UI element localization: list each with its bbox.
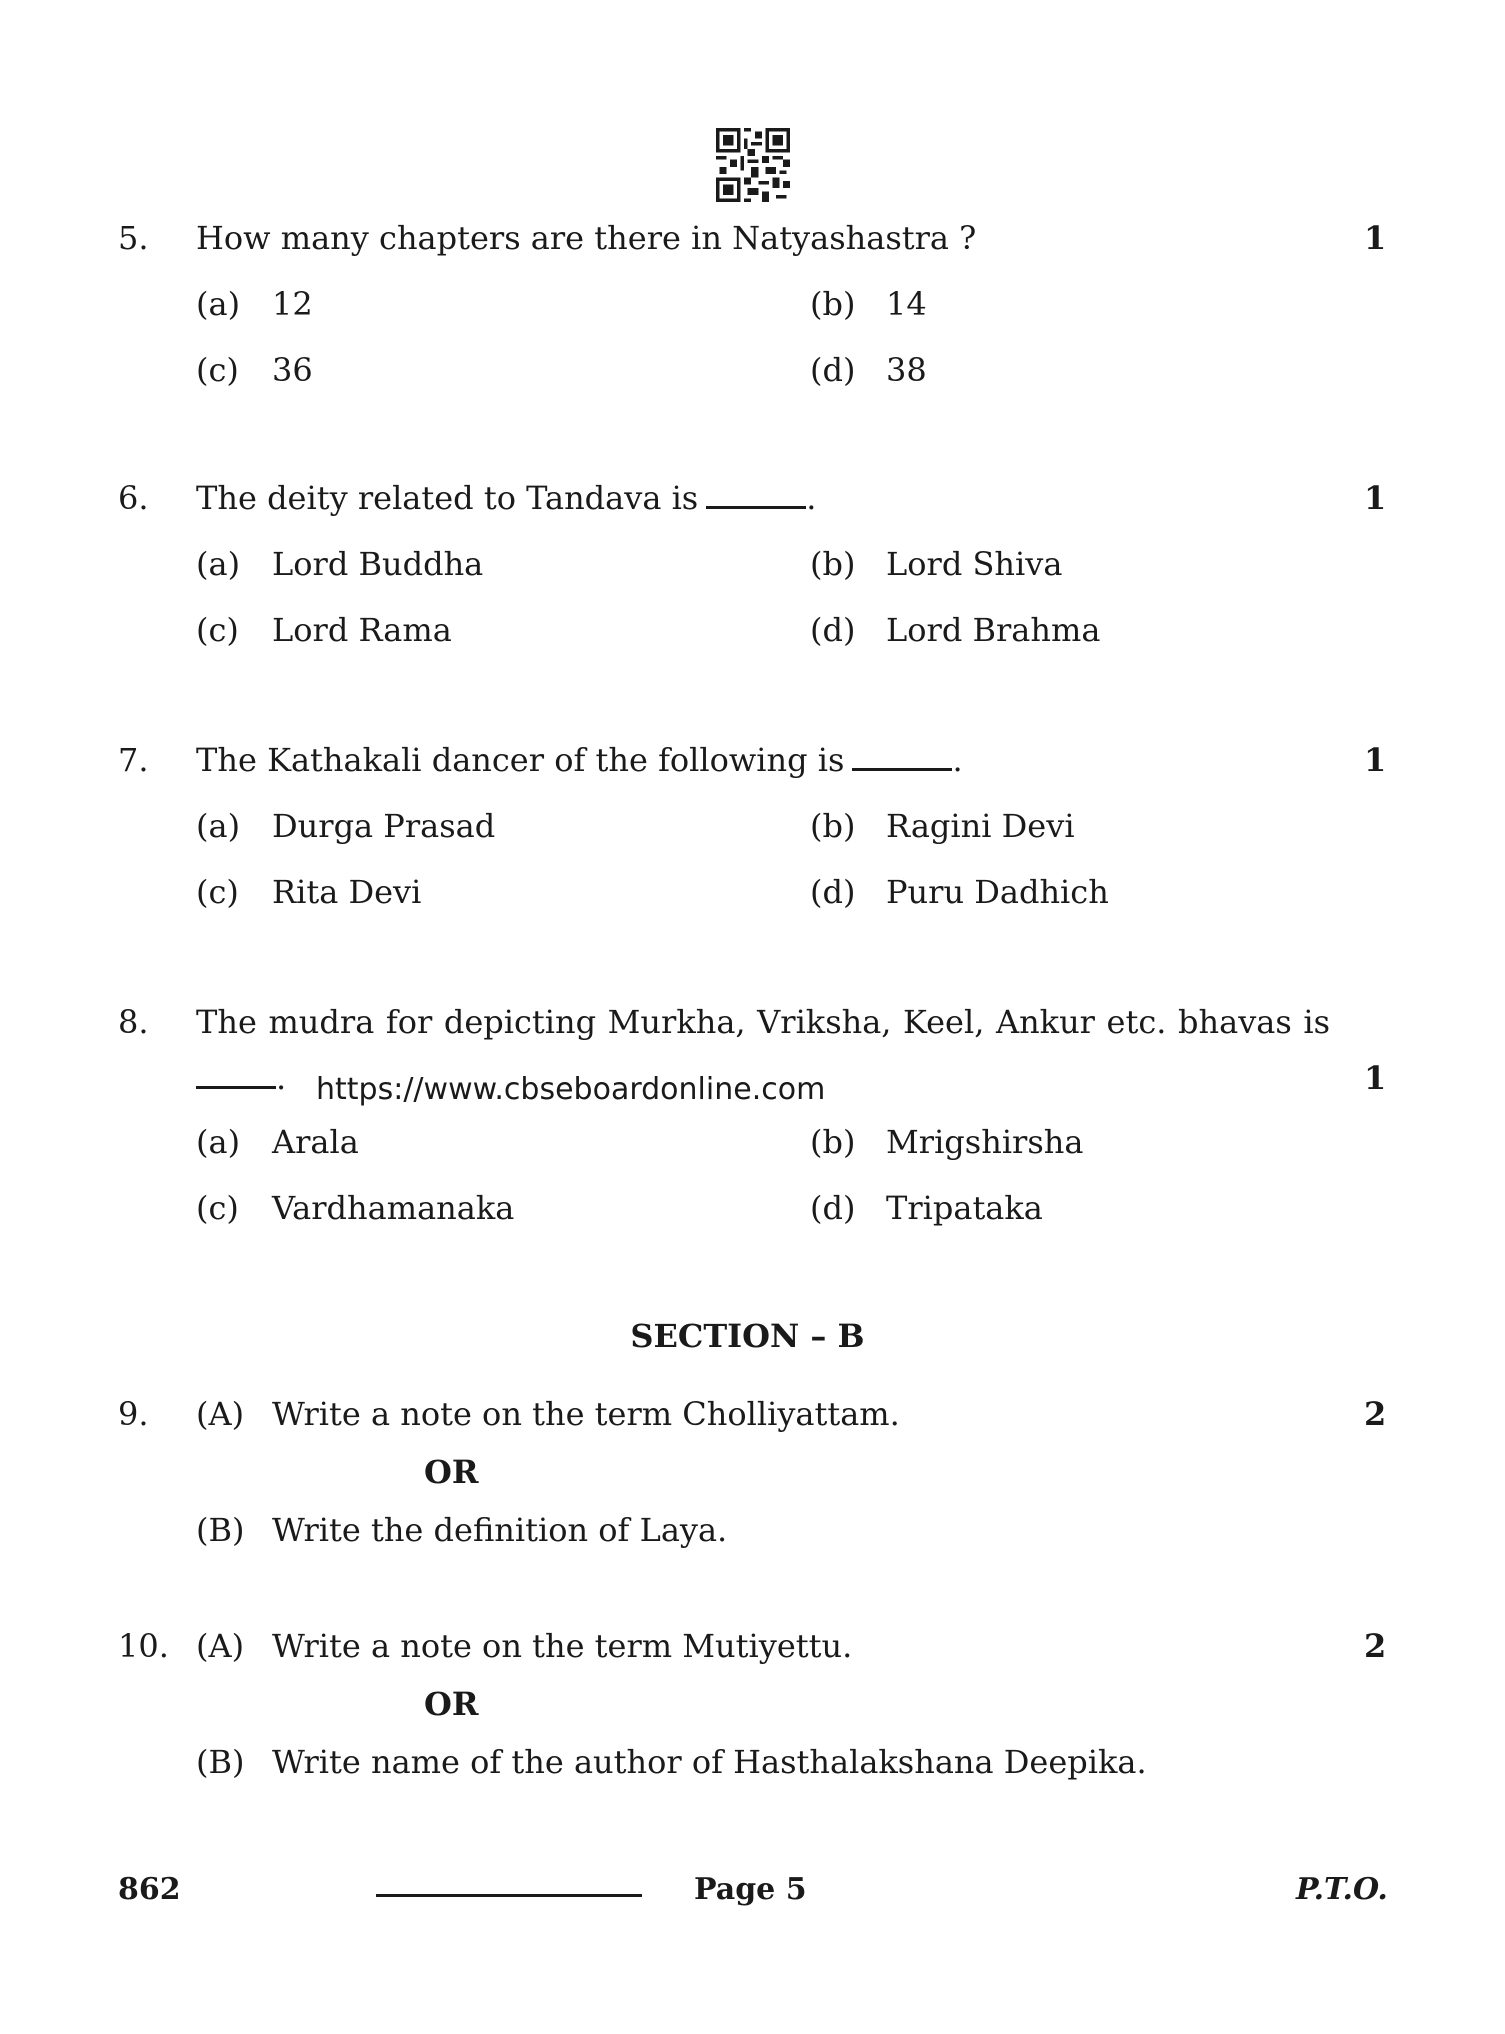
question-marks: 1 [1364, 219, 1387, 257]
option-label: (a) [196, 807, 241, 845]
page-number: Page 5 [694, 1872, 807, 1907]
option-text: Vardhamanaka [272, 1189, 515, 1227]
option-label: (d) [810, 873, 856, 911]
option-label: (d) [810, 351, 856, 389]
option-text: Lord Rama [272, 611, 452, 649]
question-stem: The deity related to Tandava is [196, 479, 699, 517]
choice-label: (B) [196, 1743, 245, 1781]
option-text: Rita Devi [272, 873, 422, 911]
choice-label: (A) [196, 1395, 245, 1433]
option-label: (a) [196, 285, 241, 323]
option-text: Lord Shiva [886, 545, 1063, 583]
question-text: The mudra for depicting Murkha, Vriksha, Keel, Ankur etc. bhavas is [196, 1003, 1330, 1041]
watermark-url: https://www.cbseboardonline.com [316, 1072, 826, 1107]
choice-text: Write a note on the term Mutiyettu. [272, 1627, 853, 1665]
answer-blank [706, 480, 806, 509]
option-label: (b) [810, 807, 856, 845]
option-text: Tripataka [886, 1189, 1043, 1227]
paper-code: 862 [118, 1872, 181, 1907]
option-label: (c) [196, 611, 239, 649]
option-text: 14 [886, 285, 927, 323]
option-text: Puru Dadhich [886, 873, 1109, 911]
option-text: Durga Prasad [272, 807, 496, 845]
pto-label: P.T.O. [1296, 1872, 1388, 1907]
option-label: (c) [196, 351, 239, 389]
answer-blank-line: . [196, 1058, 286, 1098]
option-text: Lord Brahma [886, 611, 1101, 649]
option-label: (c) [196, 873, 239, 911]
option-text: 12 [272, 285, 313, 323]
choice-text: Write a note on the term Cholliyattam. [272, 1395, 900, 1433]
answer-blank [196, 1060, 276, 1089]
question-number: 6. [118, 479, 149, 517]
option-label: (b) [810, 1123, 856, 1161]
option-text: 38 [886, 351, 927, 389]
question-text: How many chapters are there in Natyashastra ? [196, 219, 977, 257]
question-stem: The Kathakali dancer of the following is [196, 741, 845, 779]
option-label: (a) [196, 545, 241, 583]
section-heading: SECTION – B [630, 1317, 865, 1355]
footer-rule [376, 1894, 642, 1897]
option-text: Ragini Devi [886, 807, 1075, 845]
option-text: 36 [272, 351, 313, 389]
option-label: (d) [810, 611, 856, 649]
choice-label: (B) [196, 1511, 245, 1549]
question-marks: 2 [1364, 1627, 1387, 1665]
or-divider: OR [424, 1685, 479, 1723]
option-label: (b) [810, 545, 856, 583]
question-number: 8. [118, 1003, 149, 1041]
choice-text: Write name of the author of Hasthalakshana Deepika. [272, 1743, 1147, 1781]
option-text: Mrigshirsha [886, 1123, 1084, 1161]
question-number: 10. [118, 1627, 169, 1665]
qr-code [716, 128, 790, 202]
question-marks: 1 [1364, 741, 1387, 779]
option-label: (b) [810, 285, 856, 323]
option-label: (c) [196, 1189, 239, 1227]
option-label: (a) [196, 1123, 241, 1161]
choice-label: (A) [196, 1627, 245, 1665]
or-divider: OR [424, 1453, 479, 1491]
question-marks: 2 [1364, 1395, 1387, 1433]
option-text: Lord Buddha [272, 545, 484, 583]
question-text: The Kathakali dancer of the following is . [196, 741, 963, 779]
question-marks: 1 [1364, 1059, 1387, 1097]
question-text: The deity related to Tandava is . [196, 479, 817, 517]
question-number: 7. [118, 741, 149, 779]
question-number: 9. [118, 1395, 149, 1433]
question-marks: 1 [1364, 479, 1387, 517]
option-label: (d) [810, 1189, 856, 1227]
choice-text: Write the definition of Laya. [272, 1511, 728, 1549]
option-text: Arala [272, 1123, 359, 1161]
question-number: 5. [118, 219, 149, 257]
answer-blank [852, 742, 952, 771]
